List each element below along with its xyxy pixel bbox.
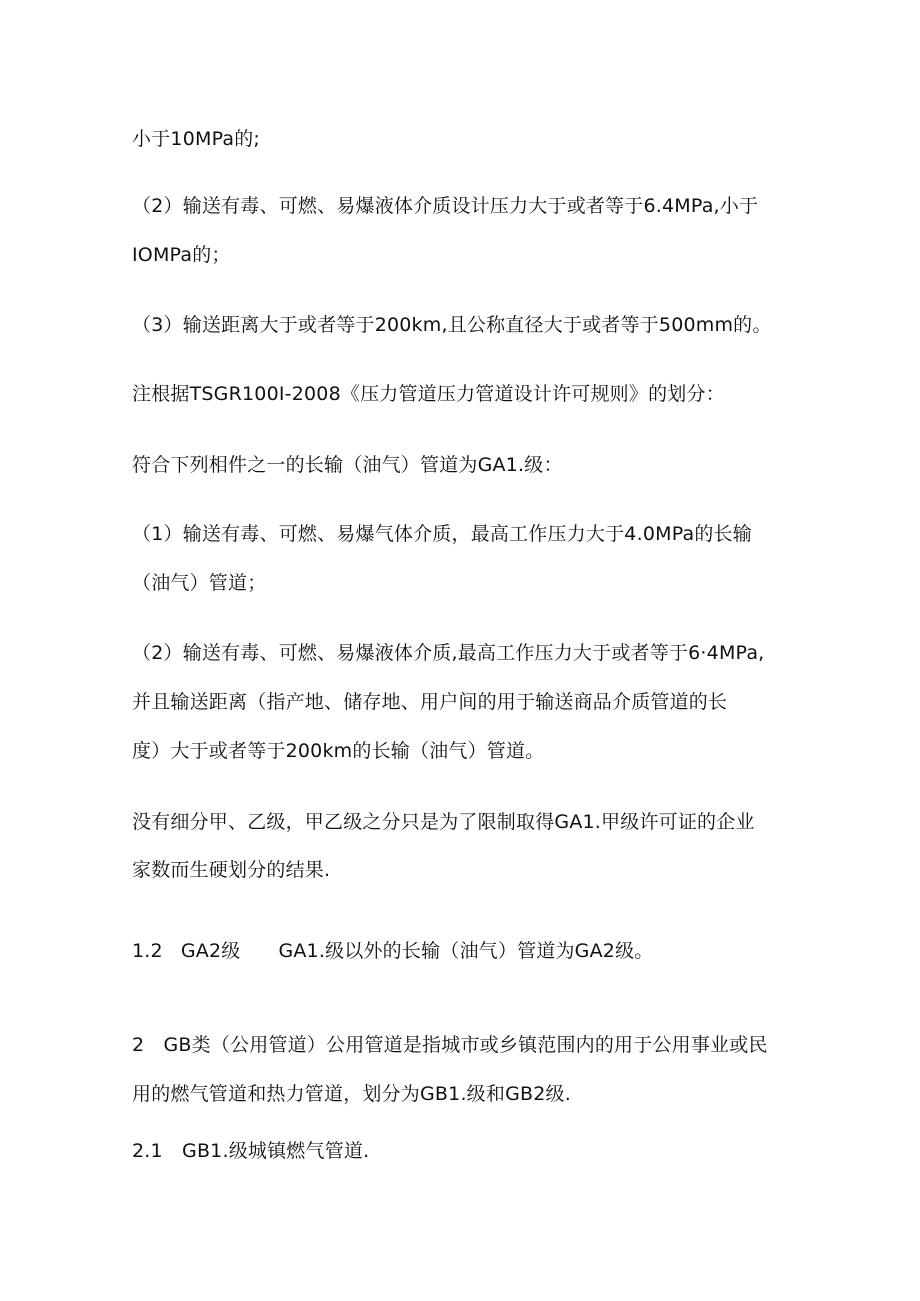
section-1-2-text: GA1.级以外的长输（油气）管道为GA2级。	[278, 940, 654, 962]
text-line-7: （1）输送有毒、可燃、易爆气体介质，最高工作压力大于4.0MPa的长输	[132, 523, 752, 545]
text-line-16: 2.1 GB1.级城镇燃气管道.	[132, 1140, 370, 1162]
section-1-2-number: 1.2	[132, 940, 163, 962]
text-line-13: 家数而生硬划分的结果.	[132, 859, 331, 881]
section-1-2-heading	[132, 938, 654, 964]
text-line-6: 符合下列相件之一的长输（油气）管道为GA1.级：	[132, 454, 563, 476]
text-line-5: 注根据TSGR100I-2008《压力管道压力管道设计许可规则》的划分：	[132, 383, 725, 405]
text-line-4: （3）输送距离大于或者等于200km,且公称直径大于或者等于500mm的。	[132, 314, 772, 336]
text-line-2: （2）输送有毒、可燃、易爆液体介质设计压力大于或者等于6.4MPa,小于	[132, 195, 759, 217]
text-line-1: 小于10MPa的;	[132, 128, 261, 150]
text-line-14: 2 GB类（公用管道）公用管道是指城市或乡镇范围内的用于公用事业或民	[132, 1034, 768, 1056]
section-1-2-title: GA2级	[180, 940, 241, 962]
text-line-15: 用的燃气管道和热力管道，划分为GB1.级和GB2级.	[132, 1083, 571, 1105]
text-line-8: （油气）管道；	[132, 572, 267, 594]
text-line-3: IOMPa的；	[132, 244, 231, 266]
text-line-9: （2）输送有毒、可燃、易爆液体介质,最高工作压力大于或者等于6·4MPa,	[132, 642, 765, 664]
text-line-10: 并且输送距离（指产地、储存地、用户间的用于输送商品介质管道的长	[132, 691, 728, 713]
text-line-12: 没有细分甲、乙级，甲乙级之分只是为了限制取得GA1.甲级许可证的企业	[132, 811, 755, 833]
text-line-11: 度）大于或者等于200km的长输（油气）管道。	[132, 740, 545, 762]
